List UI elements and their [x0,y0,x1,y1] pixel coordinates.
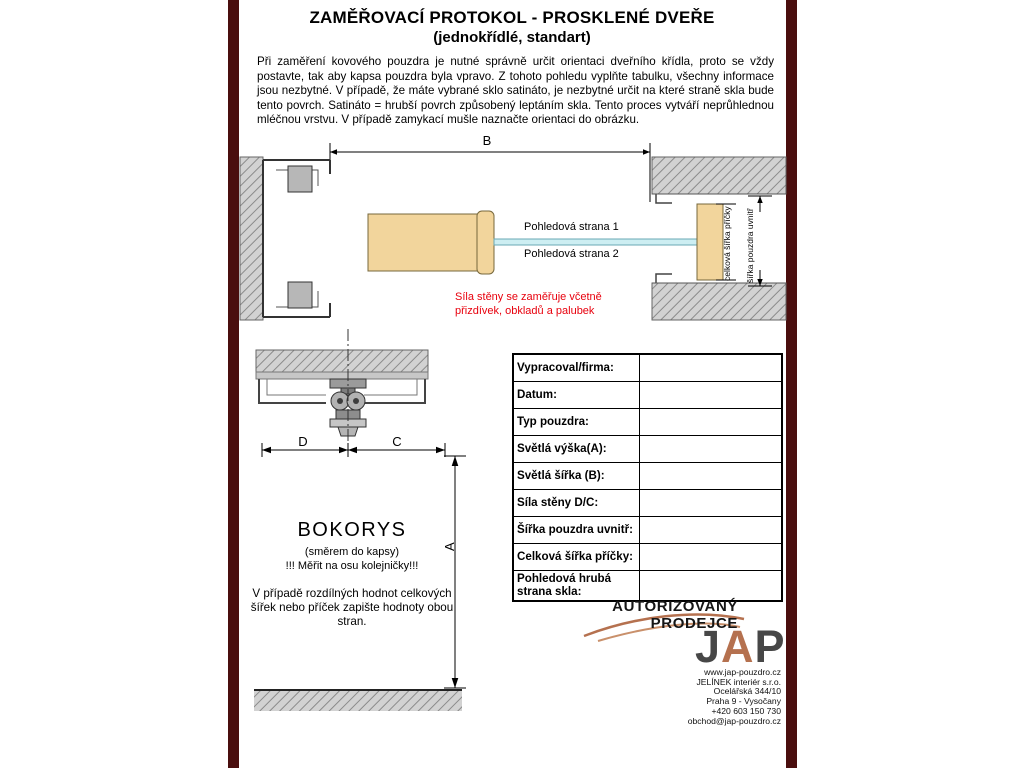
field-label-svetla-vyska: Světlá výška(A): [513,436,640,463]
pocket-post [697,204,723,280]
contact-website: www.jap-pouzdro.cz [704,667,781,677]
view-side-2-label: Pohledová strana 2 [524,248,619,260]
table-row [513,544,782,571]
dimension-d-label: D [298,434,308,449]
field-label-typ-pouzdra: Typ pouzdra: [513,409,640,436]
wall-thickness-note-line2: přizdívek, obkladů a palubek [455,304,595,317]
field-value-sirka-pouzdra[interactable] [640,517,783,544]
glass-pane [494,239,703,245]
field-value-celkova-sirka[interactable] [640,544,783,571]
jamb-seal-top [288,166,312,192]
dimension-b-label: B [482,133,492,148]
pocket-wall-top [652,157,786,194]
ceiling-wall-hatch [256,350,428,372]
logo-letter-j: J [695,621,722,672]
table-row [513,409,782,436]
pocket-wall-bottom [652,283,786,320]
bokorys-subtitle: (směrem do kapsy) [304,546,400,558]
field-value-vypracoval[interactable] [640,354,783,382]
dimension-c-label: C [392,434,402,449]
field-label-strana-skla: Pohledová hrubá strana skla: [513,571,640,602]
left-wall-hatch [240,157,263,320]
measurement-form-table [512,353,783,602]
wall-thickness-note-line1: Síla stěny se zaměřuje včetně [455,291,602,303]
jamb-seal-bottom [288,282,312,308]
table-row [513,382,782,409]
view-side-1-label: Pohledová strana 1 [524,221,619,233]
contact-phone: +420 603 150 730 [711,705,781,716]
field-value-sila-steny[interactable] [640,490,783,517]
contact-block [595,668,781,726]
partition-total-width-label: celková šířka příčky [722,206,732,281]
door-panel [368,214,479,271]
field-value-datum[interactable] [640,382,783,409]
floor-hatch [254,690,462,711]
door-stile [477,211,494,274]
table-row [513,490,782,517]
table-row [513,463,782,490]
both-sides-note: V případě rozdílných hodnot celkových šířek nebo příček zapište hodnoty obou stran. [250,587,454,628]
contact-email: obchod@jap-pouzdro.cz [687,715,781,726]
field-value-svetla-sirka[interactable] [640,463,783,490]
page-subtitle: (jednokřídlé, standart) [433,29,591,46]
field-label-svetla-sirka: Světlá šířka (B): [513,463,640,490]
field-label-sila-steny: Síla stěny D/C: [513,490,640,517]
table-row [513,517,782,544]
logo-letter-p: P [754,621,786,672]
field-label-vypracoval: Vypracoval/firma: [513,354,640,382]
dimension-a-label: A [442,542,457,551]
axis-measure-note: !!! Měřit na osu kolejničky!!! [285,560,419,572]
contact-company: JELÍNEK interiér s.r.o. [696,676,781,687]
field-label-celkova-sirka: Celková šířka příčky: [513,544,640,571]
contact-street: Ocelářská 344/10 [713,686,781,697]
field-value-svetla-vyska[interactable] [640,436,783,463]
authorized-line2: PRODEJCE [650,615,738,632]
bokorys-title: BOKORYS [297,519,407,541]
field-label-sirka-pouzdra: Šířka pouzdra uvnitř: [513,517,640,544]
authorized-line1: AUTORIZOVANÝ [612,598,738,615]
contact-city: Praha 9 - Vysočany [706,696,781,707]
page-title: ZAMĚŘOVACÍ PROTOKOL - PROSKLENÉ DVEŘE [309,8,715,27]
table-row [513,436,782,463]
wall-thickness-note [455,291,602,318]
field-label-datum: Datum: [513,382,640,409]
field-value-typ-pouzdra[interactable] [640,409,783,436]
logo-letter-a: A [721,621,755,672]
side-view-caption [246,519,458,629]
table-row [513,354,782,382]
intro-paragraph: Při zaměření kovového pouzdra je nutné správně určit orientaci dveřního křídla, proto se vždy postavte, tak aby kapsa pouzdra byla vpravo. Z tohoto pohledu vyplňte tabulku, všechny informace jsou nezbytné. V případě, že máte vybrané sklo satináto, je nezbytné určit na které straně skla bude tento povrch. Satináto = hrubší povrch způsobený leptáním skla. Tento proces vytváří neprůhlednou mléčnou vrstvu. V případě zamykací mušle naznačte orientaci do obrázku. [257,55,774,127]
pocket-inner-width-label: šířka pouzdra uvnitř [745,208,755,283]
